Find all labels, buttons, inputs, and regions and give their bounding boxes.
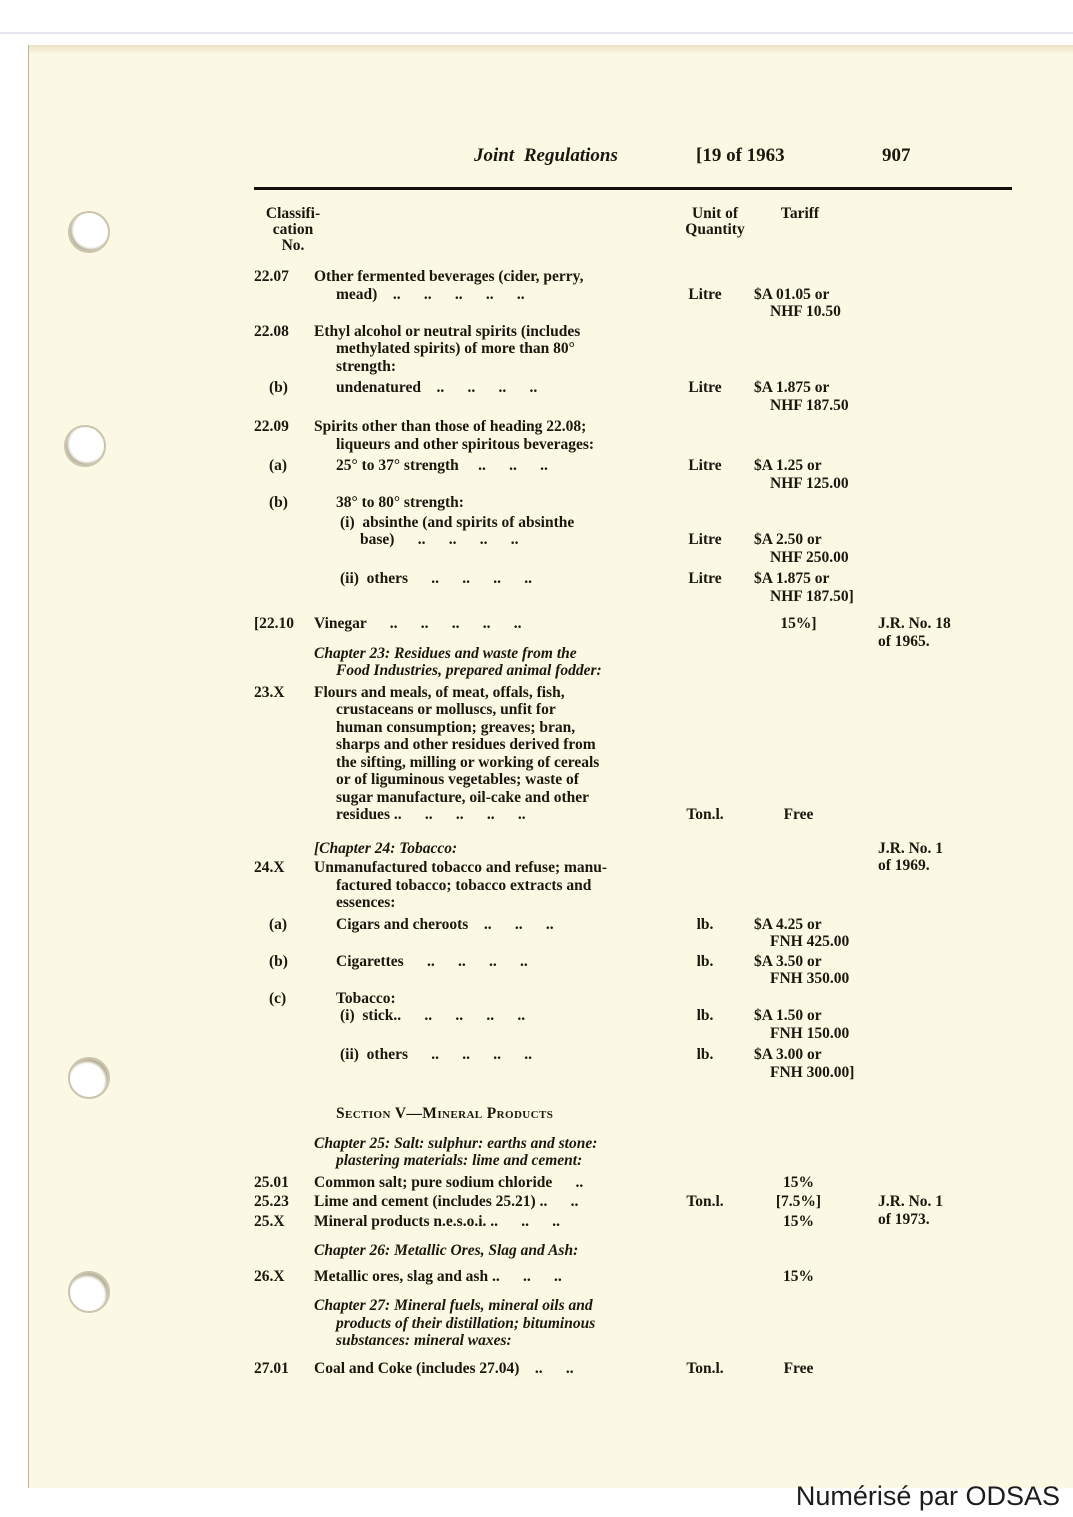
description-line: 25° to 37° strength .. .. .. [336, 457, 548, 474]
description-cell [314, 1105, 669, 1123]
description-line: Section V—Mineral Products [336, 1105, 554, 1122]
tariff-cell [741, 514, 856, 567]
description-line: Unmanufactured tobacco and refuse; manu- [314, 859, 608, 876]
table-row [254, 1046, 1066, 1081]
classification-cell [254, 418, 314, 453]
unit-of-quantity: lb. [696, 1007, 714, 1024]
table-row [254, 323, 1066, 376]
tariff-cell [741, 1297, 856, 1350]
tariff-cell [741, 418, 856, 453]
description-cell [314, 859, 669, 912]
tariff-cell [741, 379, 856, 414]
description-line: Common salt; pure sodium chloride .. [314, 1173, 584, 1191]
unit-cell [669, 1213, 741, 1231]
note-cell [856, 323, 1066, 376]
description-cell [314, 1007, 669, 1042]
unit-cell [669, 379, 741, 414]
tariff-cell [741, 1174, 856, 1192]
tariff-cell [741, 615, 856, 633]
unit-of-quantity: Litre [688, 570, 722, 587]
column-header-unit-line: Unit of [691, 205, 739, 222]
classification-no: (b) [269, 952, 288, 970]
classification-cell [254, 1007, 314, 1042]
tariff-value: NHF 187.50] [770, 587, 854, 605]
tariff-cell [741, 1007, 856, 1042]
classification-cell [254, 1213, 314, 1231]
column-header-unit [673, 206, 757, 238]
description-line: undenatured .. .. .. .. [336, 379, 538, 396]
description-line: [Chapter 24: Tobacco: [314, 839, 458, 857]
table-row [254, 953, 1066, 988]
classification-no: 25.01 [254, 1173, 289, 1191]
table-row [254, 645, 1066, 680]
unit-of-quantity: lb. [696, 952, 714, 970]
classification-no: (b) [269, 494, 288, 511]
tariff-value: Free [783, 806, 814, 823]
page-container [28, 45, 1073, 1488]
tariff-value: NHF 250.00 [770, 548, 849, 566]
description-cell [314, 514, 669, 567]
classification-no: 23.X [254, 683, 285, 701]
tariff-cell [741, 990, 856, 1008]
classification-cell [254, 1242, 314, 1260]
description-line: strength: [336, 357, 396, 375]
classification-cell [254, 514, 314, 567]
tariff-value: 15%] [780, 615, 817, 632]
note-cell [856, 379, 1066, 414]
description-cell [314, 1193, 669, 1211]
description-line: Cigars and cheroots .. .. .. [336, 915, 554, 933]
tariff-value: $A 3.50 or [754, 952, 822, 970]
tariff-cell [741, 1213, 856, 1231]
column-header-tariff: Tariff [780, 205, 820, 222]
table-row [254, 570, 1066, 605]
description-cell [314, 268, 669, 321]
tariff-cell [741, 268, 856, 321]
punch-hole [68, 211, 110, 253]
description-cell [314, 570, 669, 605]
unit-of-quantity: Litre [688, 531, 722, 548]
description-cell [314, 494, 669, 512]
tariff-cell [741, 1135, 856, 1170]
tariff-cell [741, 1360, 856, 1378]
table-row [254, 1105, 1066, 1123]
description-cell [314, 1213, 669, 1231]
tariff-value: $A 1.875 or [754, 570, 830, 587]
classification-cell [254, 268, 314, 321]
table-row [254, 1360, 1066, 1378]
classification-no: 22.08 [254, 322, 289, 340]
unit-cell [669, 953, 741, 988]
tariff-value: $A 1.875 or [754, 379, 830, 396]
unit-cell [669, 684, 741, 824]
unit-cell [669, 1174, 741, 1192]
note-cell [856, 1193, 1066, 1228]
tariff-value: FNH 150.00 [770, 1024, 850, 1042]
table-row [254, 1268, 1066, 1286]
unit-cell [669, 268, 741, 321]
unit-cell [669, 1007, 741, 1042]
punch-hole [64, 425, 106, 467]
note-cell [856, 268, 1066, 321]
table-row [254, 514, 1066, 567]
description-cell [314, 1360, 669, 1378]
tariff-cell [741, 1268, 856, 1286]
classification-cell [254, 1105, 314, 1123]
description-line: essences: [336, 894, 396, 911]
note-cell [856, 1105, 1066, 1123]
unit-cell [669, 457, 741, 492]
description-line: substances: mineral waxes: [336, 1332, 512, 1349]
description-line: Chapter 23: Residues and waste from the [314, 644, 577, 662]
description-line: Other fermented beverages (cider, perry, [314, 268, 584, 285]
classification-cell [254, 570, 314, 605]
column-header-classification-line: No. [281, 237, 305, 254]
description-line: Vinegar .. .. .. .. .. [314, 615, 522, 632]
description-line: products of their distillation; bituminous [336, 1314, 596, 1332]
description-line: or of liguminous vegetables; waste of [336, 771, 579, 788]
marginal-note-line: J.R. No. 1 [878, 1193, 944, 1210]
note-cell [856, 615, 1066, 650]
description-line: (i) stick.. .. .. .. .. [340, 1007, 526, 1024]
description-cell [314, 840, 669, 858]
note-cell [856, 684, 1066, 824]
classification-cell [254, 990, 314, 1008]
page-title: Joint Regulations [474, 145, 618, 166]
tariff-cell [741, 1105, 856, 1123]
note-cell [856, 1297, 1066, 1350]
description-line: Ethyl alcohol or neutral spirits (includes [314, 322, 581, 340]
column-header-classification-line: cation [272, 221, 314, 238]
tariff-cell [741, 323, 856, 376]
description-line: Tobacco: [336, 989, 396, 1007]
unit-cell [669, 1297, 741, 1350]
tariff-value: 15% [783, 1173, 814, 1191]
tariff-cell [741, 840, 856, 858]
table-row [254, 418, 1066, 453]
unit-cell [669, 916, 741, 951]
marginal-note-line: J.R. No. 18 [878, 615, 951, 632]
classification-no: (c) [269, 989, 287, 1007]
tariff-cell [741, 1046, 856, 1081]
classification-cell [254, 684, 314, 824]
unit-cell [669, 990, 741, 1008]
classification-cell [254, 953, 314, 988]
classification-cell [254, 323, 314, 376]
classification-cell [254, 494, 314, 512]
description-line: (ii) others .. .. .. .. [340, 570, 533, 587]
tariff-value: $A 2.50 or [754, 531, 822, 548]
tariff-value: [7.5%] [775, 1193, 822, 1210]
description-cell [314, 645, 669, 680]
classification-no: 25.23 [254, 1193, 289, 1210]
description-line: (i) absinthe (and spirits of absinthe [340, 513, 575, 531]
description-line: mead) .. .. .. .. .. [336, 285, 525, 303]
classification-cell [254, 1268, 314, 1286]
tariff-cell [741, 1242, 856, 1260]
unit-of-quantity: Litre [688, 379, 722, 396]
note-cell [856, 570, 1066, 605]
tariff-value: $A 3.00 or [754, 1046, 822, 1063]
description-cell [314, 1174, 669, 1192]
description-line: Lime and cement (includes 25.21) .. .. [314, 1193, 579, 1210]
classification-cell [254, 840, 314, 858]
unit-of-quantity: Ton.l. [686, 806, 724, 823]
unit-of-quantity: Ton.l. [686, 1193, 724, 1210]
tariff-value: Free [783, 1359, 814, 1377]
note-cell [856, 514, 1066, 567]
description-cell [314, 1268, 669, 1286]
classification-no: 22.07 [254, 268, 289, 285]
tariff-value: FNH 350.00 [770, 970, 850, 987]
description-line: Mineral products n.e.s.o.i. .. .. .. [314, 1212, 560, 1230]
unit-cell [669, 1046, 741, 1081]
column-header-classification-line: Classifi- [265, 205, 321, 222]
description-line: Spirits other than those of heading 22.08; [314, 418, 587, 435]
page-header [254, 145, 1066, 175]
description-line: (ii) others .. .. .. .. [340, 1046, 533, 1063]
unit-cell [669, 859, 741, 912]
note-cell [856, 1242, 1066, 1260]
unit-cell [669, 1360, 741, 1378]
tariff-cell [741, 1193, 856, 1211]
description-line: Cigarettes .. .. .. .. [336, 952, 528, 970]
description-cell [314, 457, 669, 492]
note-cell [856, 1007, 1066, 1042]
note-cell [856, 1135, 1066, 1170]
table-row [254, 916, 1066, 951]
classification-cell [254, 916, 314, 951]
description-cell [314, 1135, 669, 1170]
classification-cell [254, 1046, 314, 1081]
unit-of-quantity: Litre [688, 285, 722, 303]
unit-cell [669, 840, 741, 858]
unit-cell [669, 1135, 741, 1170]
description-line: Chapter 27: Mineral fuels, mineral oils and [314, 1297, 593, 1314]
note-cell [856, 839, 1066, 874]
tariff-value: NHF 187.50 [770, 396, 849, 414]
classification-cell [254, 645, 314, 680]
description-line: sharps and other residues derived from [336, 736, 596, 753]
description-cell [314, 615, 669, 633]
description-line: Flours and meals, of meat, offals, fish, [314, 683, 565, 701]
tariff-value: NHF 125.00 [770, 474, 849, 492]
tariff-value: $A 1.50 or [754, 1007, 822, 1024]
unit-cell [669, 494, 741, 512]
description-line: residues .. .. .. .. .. [336, 806, 526, 823]
tariff-value: FNH 425.00 [770, 933, 850, 950]
unit-cell [669, 1242, 741, 1260]
tariff-value: $A 4.25 or [754, 915, 822, 933]
table-row [254, 1007, 1066, 1042]
punch-hole [68, 1271, 110, 1313]
marginal-note-line: J.R. No. 1 [878, 839, 944, 857]
note-cell [856, 953, 1066, 988]
unit-cell [669, 323, 741, 376]
description-cell [314, 418, 669, 453]
issue-reference: [19 of 1963 [696, 145, 785, 166]
note-cell [856, 1174, 1066, 1192]
classification-no: 27.01 [254, 1359, 289, 1377]
tariff-cell [741, 457, 856, 492]
classification-no: 24.X [254, 859, 285, 876]
unit-of-quantity: Litre [688, 457, 722, 474]
tariff-cell [741, 684, 856, 824]
description-line: factured tobacco; tobacco extracts and [336, 876, 592, 894]
classification-cell [254, 1135, 314, 1170]
note-cell [856, 645, 1066, 680]
description-cell [314, 1242, 669, 1260]
classification-cell [254, 859, 314, 912]
description-cell [314, 323, 669, 376]
classification-cell [254, 379, 314, 414]
tariff-value: NHF 10.50 [770, 303, 841, 320]
unit-cell [669, 1193, 741, 1211]
unit-of-quantity: lb. [696, 915, 714, 933]
marginal-note-line: of 1965. [878, 632, 930, 650]
column-header-unit-line: Quantity [685, 221, 745, 238]
unit-cell [669, 1268, 741, 1286]
table-row [254, 1174, 1066, 1192]
unit-cell [669, 615, 741, 633]
description-cell [314, 684, 669, 824]
description-line: liqueurs and other spiritous beverages: [336, 435, 595, 453]
description-cell [314, 1046, 669, 1081]
note-cell [856, 494, 1066, 512]
classification-no: (a) [269, 457, 288, 474]
tariff-value: 15% [783, 1267, 814, 1285]
description-line: methylated spirits) of more than 80° [336, 340, 575, 357]
table-row [254, 1297, 1066, 1350]
description-cell [314, 916, 669, 951]
tariff-value: $A 1.25 or [754, 457, 822, 474]
page-number: 907 [882, 145, 911, 166]
table-row [254, 1135, 1066, 1170]
table-row [254, 1242, 1066, 1260]
unit-of-quantity: Ton.l. [686, 1359, 724, 1377]
description-line: Food Industries, prepared animal fodder: [336, 662, 602, 679]
tariff-cell [741, 570, 856, 605]
classification-no: (a) [269, 915, 288, 933]
description-line: plastering materials: lime and cement: [336, 1152, 583, 1169]
classification-no: 25.X [254, 1212, 285, 1230]
classification-cell [254, 1193, 314, 1211]
description-line: crustaceans or molluscs, unfit for [336, 701, 556, 718]
tariff-cell [741, 859, 856, 912]
marginal-note-line: of 1973. [878, 1210, 930, 1228]
punch-hole [68, 1057, 110, 1099]
tariff-value: FNH 300.00] [770, 1063, 855, 1081]
table-row [254, 457, 1066, 492]
marginal-note-line: of 1969. [878, 857, 930, 874]
description-line: Chapter 26: Metallic Ores, Slag and Ash: [314, 1242, 579, 1259]
table-row [254, 990, 1066, 1008]
note-cell [856, 1210, 1066, 1231]
description-line: base) .. .. .. .. [360, 531, 519, 548]
table-row [254, 684, 1066, 824]
note-cell [856, 1268, 1066, 1286]
note-cell [856, 859, 1066, 912]
table-row [254, 268, 1066, 321]
tariff-cell [741, 494, 856, 512]
tariff-value: 15% [783, 1212, 814, 1230]
tariff-table-body [254, 268, 1066, 1377]
note-cell [856, 418, 1066, 453]
description-line: human consumption; greaves; bran, [336, 718, 576, 736]
classification-cell [254, 1174, 314, 1192]
note-cell [856, 916, 1066, 951]
description-line: the sifting, milling or working of cereals [336, 753, 600, 771]
table-row [254, 494, 1066, 512]
description-line: 38° to 80° strength: [336, 494, 464, 511]
table-row [254, 1210, 1066, 1231]
classification-cell [254, 457, 314, 492]
table-row [254, 859, 1066, 912]
unit-cell [669, 570, 741, 605]
unit-cell [669, 418, 741, 453]
table-row [254, 615, 1066, 650]
scan-credit: Numérisé par ODSAS [795, 1481, 1060, 1511]
description-cell [314, 379, 669, 414]
table-row [254, 379, 1066, 414]
note-cell [856, 990, 1066, 1008]
header-rule [254, 187, 1012, 190]
note-cell [856, 1046, 1066, 1081]
description-line: sugar manufacture, oil-cake and other [336, 788, 590, 806]
tariff-value: $A 01.05 or [754, 285, 830, 303]
page-content [254, 45, 1066, 1377]
description-line: Chapter 25: Salt: sulphur: earths and stone: [314, 1134, 598, 1152]
classification-no: 22.09 [254, 418, 289, 435]
unit-cell [669, 1105, 741, 1123]
tariff-cell [741, 916, 856, 951]
unit-cell [669, 514, 741, 567]
classification-cell [254, 615, 314, 633]
description-cell [314, 990, 669, 1008]
classification-no: [22.10 [254, 615, 295, 632]
note-cell [856, 457, 1066, 492]
classification-cell [254, 1360, 314, 1378]
classification-cell [254, 1297, 314, 1350]
note-cell [856, 1360, 1066, 1378]
tariff-cell [741, 645, 856, 680]
unit-cell [669, 645, 741, 680]
classification-no: 26.X [254, 1267, 285, 1285]
tariff-cell [741, 953, 856, 988]
scan-artifact-line [0, 32, 1073, 34]
classification-no: (b) [269, 379, 288, 396]
description-line: Metallic ores, slag and ash .. .. .. [314, 1267, 562, 1285]
description-line: Coal and Coke (includes 27.04) .. .. [314, 1359, 574, 1377]
table-column-headers [254, 206, 1066, 262]
description-cell [314, 1297, 669, 1350]
unit-of-quantity: lb. [696, 1046, 714, 1063]
description-cell [314, 953, 669, 988]
column-header-classification [250, 206, 336, 254]
